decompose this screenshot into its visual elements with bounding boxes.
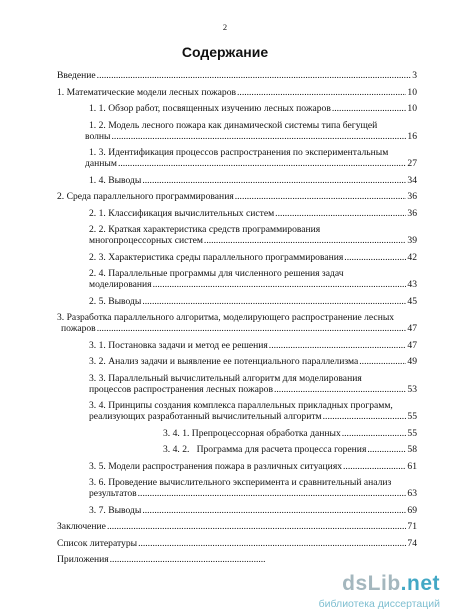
toc-entry[interactable] bbox=[57, 477, 417, 499]
leader-dots bbox=[367, 444, 406, 455]
toc-entry-page: 61 bbox=[407, 460, 417, 472]
toc-entry-page: 63 bbox=[407, 488, 417, 499]
toc-entry-page: 71 bbox=[407, 521, 417, 532]
toc-entry-page: 53 bbox=[407, 383, 417, 395]
toc-entry-title: 1. Математические модели лесных пожаров bbox=[57, 86, 237, 98]
toc-entry-title: моделирования bbox=[89, 279, 152, 290]
leader-dots bbox=[342, 428, 407, 439]
toc-entry-title: 2. 1. Классификация вычислительных систем bbox=[89, 207, 275, 219]
toc-entry-title-line1: 1. 3. Идентификация процессов распространения по экспериментальным bbox=[89, 147, 389, 158]
watermark-subtitle: библиотека диссертаций bbox=[318, 598, 440, 610]
toc-entry-title: 3. 1. Постановка задачи и метод ее решения bbox=[89, 339, 268, 351]
table-of-contents bbox=[57, 70, 417, 565]
toc-entry-page: 74 bbox=[407, 537, 417, 549]
toc-entry[interactable] bbox=[57, 373, 417, 395]
toc-entry-page: 55 bbox=[407, 427, 417, 439]
toc-entry[interactable] bbox=[57, 461, 417, 472]
toc-entry-page: 34 bbox=[407, 174, 417, 186]
toc-entry-page: 42 bbox=[407, 251, 417, 263]
toc-entry-title: волны bbox=[85, 130, 111, 142]
toc-entry[interactable] bbox=[57, 444, 417, 455]
toc-entry-title: Список литературы bbox=[57, 537, 138, 549]
toc-entry-page: 10 bbox=[407, 103, 417, 114]
toc-entry[interactable] bbox=[57, 252, 417, 263]
watermark-logo: dsLib.net bbox=[342, 572, 440, 595]
toc-entry-title: реализующих разработанный вычислительный алгоритм bbox=[89, 411, 322, 422]
toc-entry-page: 69 bbox=[407, 504, 417, 516]
leader-dots bbox=[97, 70, 412, 81]
toc-entry-title: 3. 4. 1. Препроцессорная обработка данных bbox=[163, 427, 341, 439]
toc-entry-title: пожаров bbox=[61, 323, 96, 334]
toc-entry-title-line1: 3. 6. Проведение вычислительного эксперимента и сравнительный анализ bbox=[89, 477, 392, 488]
toc-entry[interactable] bbox=[57, 428, 417, 439]
toc-entry-title: процессов распространения лесных пожаров bbox=[89, 383, 273, 395]
toc-entry-title: Приложения bbox=[57, 554, 109, 565]
leader-dots bbox=[237, 87, 406, 98]
toc-entry-page: 39 bbox=[407, 235, 417, 246]
toc-entry-page: 47 bbox=[407, 339, 417, 351]
toc-entry-page: 45 bbox=[407, 295, 417, 307]
toc-entry[interactable] bbox=[57, 147, 417, 169]
toc-entry[interactable] bbox=[57, 296, 417, 307]
toc-entry-title: результатов bbox=[89, 488, 137, 499]
leader-dots bbox=[153, 279, 407, 290]
leader-dots bbox=[323, 411, 407, 422]
toc-entry[interactable] bbox=[57, 208, 417, 219]
leader-dots bbox=[138, 488, 407, 499]
toc-entry[interactable] bbox=[57, 340, 417, 351]
leader-dots bbox=[274, 384, 406, 395]
toc-entry-title: 1. 1. Обзор работ, посвященных изучению лесных пожаров bbox=[89, 103, 331, 114]
leader-dots bbox=[343, 461, 406, 472]
toc-entry-title: 1. 4. Выводы bbox=[89, 174, 142, 186]
toc-entry-title-line1: 3. Разработка параллельного алгоритма, моделирующего распространение лесных bbox=[57, 312, 395, 323]
leader-dots bbox=[142, 296, 406, 307]
toc-entry-page: 58 bbox=[407, 444, 417, 455]
toc-entry[interactable] bbox=[57, 400, 417, 422]
toc-entry-title: 2. 5. Выводы bbox=[89, 295, 142, 307]
toc-entry-page: 36 bbox=[407, 191, 417, 202]
toc-entry-page: 47 bbox=[407, 323, 417, 334]
toc-entry-page: 10 bbox=[407, 86, 417, 98]
leader-dots bbox=[110, 554, 266, 565]
toc-entry[interactable] bbox=[57, 554, 267, 565]
toc-entry-title: Введение bbox=[57, 70, 96, 81]
toc-entry-title: 3. 5. Модели распространения пожара в различных ситуациях bbox=[89, 460, 343, 472]
leader-dots bbox=[204, 235, 406, 246]
toc-entry-page: 43 bbox=[407, 279, 417, 290]
leader-dots bbox=[235, 191, 407, 202]
toc-entry-title: 3. 7. Выводы bbox=[89, 504, 142, 516]
leader-dots bbox=[118, 158, 406, 169]
leader-dots bbox=[138, 538, 406, 549]
toc-entry-page: 49 bbox=[407, 356, 417, 367]
leader-dots bbox=[107, 521, 406, 532]
leader-dots bbox=[142, 175, 406, 186]
toc-entry-title: 2. 3. Характеристика среды параллельного программирования bbox=[89, 251, 344, 263]
toc-entry-page: 36 bbox=[407, 207, 417, 219]
toc-entry-title-line1: 3. 3. Параллельный вычислительный алгоритм для моделирования bbox=[89, 372, 362, 384]
toc-entry[interactable] bbox=[57, 356, 417, 367]
toc-entry-title-line1: 2. 2. Краткая характеристика средств программирования bbox=[89, 224, 321, 235]
toc-entry-page: 3 bbox=[412, 70, 417, 81]
toc-entry[interactable] bbox=[57, 538, 417, 549]
toc-entry[interactable] bbox=[57, 312, 417, 334]
toc-entry-page: 55 bbox=[407, 411, 417, 422]
toc-entry[interactable] bbox=[57, 224, 417, 246]
watermark bbox=[260, 572, 440, 612]
leader-dots bbox=[142, 505, 406, 516]
leader-dots bbox=[344, 252, 406, 263]
toc-entry-title: 2. Среда параллельного программирования bbox=[57, 191, 234, 202]
toc-entry[interactable] bbox=[57, 87, 417, 98]
leader-dots bbox=[275, 208, 406, 219]
leader-dots bbox=[359, 356, 406, 367]
toc-entry[interactable] bbox=[57, 103, 417, 114]
toc-entry-title: 3. 4. 2. Программа для расчета процесса горения bbox=[163, 444, 367, 455]
toc-entry[interactable] bbox=[57, 70, 417, 81]
toc-entry-title: 3. 2. Анализ задачи и выявление ее потенциального параллелизма bbox=[89, 356, 359, 367]
page-number: 2 bbox=[222, 22, 228, 32]
leader-dots bbox=[97, 323, 407, 334]
toc-entry[interactable] bbox=[57, 268, 417, 290]
toc-entry[interactable] bbox=[57, 120, 417, 142]
toc-entry-title-line1: 2. 4. Параллельные программы для численного решения задач bbox=[89, 268, 344, 279]
toc-entry-title-line1: 1. 2. Модель лесного пожара как динамической системы типа бегущей bbox=[89, 119, 378, 131]
leader-dots bbox=[112, 131, 407, 142]
leader-dots bbox=[332, 103, 407, 114]
toc-entry-title: Заключение bbox=[57, 521, 106, 532]
toc-entry-title-line1: 3. 4. Принципы создания комплекса параллельных прикладных программ, bbox=[89, 400, 393, 411]
toc-entry[interactable] bbox=[57, 191, 417, 202]
toc-entry-page: 16 bbox=[407, 130, 417, 142]
toc-entry[interactable] bbox=[57, 505, 417, 516]
toc-entry-title: данным bbox=[85, 158, 117, 169]
leader-dots bbox=[269, 340, 407, 351]
toc-entry[interactable] bbox=[57, 521, 417, 532]
toc-entry[interactable] bbox=[57, 175, 417, 186]
page-title: Содержание bbox=[181, 44, 269, 60]
toc-entry-page: 27 bbox=[407, 158, 417, 169]
toc-entry-title: многопроцессорных систем bbox=[89, 235, 203, 246]
